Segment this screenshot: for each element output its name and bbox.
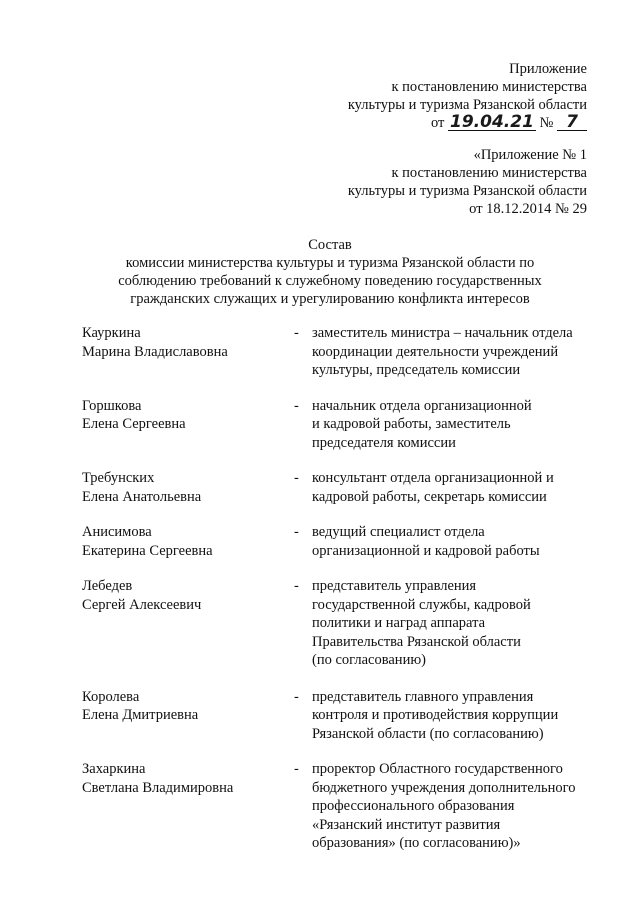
member-name [82,523,282,560]
member-role-line: заместитель министра – начальник отдела [312,325,573,341]
member-role-line: ведущий специалист отдела [312,524,485,540]
member-entry [82,688,602,744]
member-role [312,469,602,506]
original-appendix-title: «Приложение № 1 [473,147,587,163]
commission-member-list [82,324,602,853]
member-role-line: образования» (по согласованию)» [312,835,521,851]
member-dash: - [294,524,299,540]
member-role-line: Правительства Рязанской области [312,633,521,650]
member-entry [82,577,602,670]
member-role-line: председателя комиссии [312,434,456,451]
original-appendix-ministry-line: культуры и туризма Рязанской области [347,183,587,199]
member-surname: Горшкова [82,397,142,414]
handwritten-number: 7 [557,114,587,131]
member-role-line: кадровой работы, секретарь комиссии [312,488,547,505]
member-surname: Анисимова [82,524,152,540]
member-role [312,688,602,744]
appendix-resolution-line: к постановлению министерства [391,79,587,95]
member-role-line: (по согласованию) [312,652,426,668]
member-role-line: «Рязанский институт развития [312,816,501,833]
member-dash: - [294,578,299,594]
member-role-line: государственной службы, кадровой [312,596,531,613]
member-dash: - [294,761,299,777]
member-role-line: политики и наград аппарата [312,615,486,631]
member-role [312,397,602,453]
member-given-names: Екатерина Сергеевна [82,542,213,559]
appendix-number-prefix: № [539,115,554,131]
member-entry [82,469,602,506]
member-role-line: и кадровой работы, заместитель [312,416,511,432]
member-name [82,469,282,506]
member-dash: - [294,397,299,414]
member-role-line: организационной и кадровой работы [312,542,540,559]
member-dash: - [294,325,299,341]
member-given-names: Елена Сергеевна [82,416,186,432]
member-role-line: консультант отдела организационной и [312,470,554,486]
member-role-line: проректор Областного государственного [312,761,563,777]
member-role-line: координации деятельности учреждений [312,343,559,360]
document-title [80,236,580,308]
member-entry [82,324,602,380]
title-line-2: соблюдению требований к служебному поведению государственных [118,273,542,289]
member-role-line: бюджетного учреждения дополнительного [312,779,576,796]
member-given-names: Сергей Алексеевич [82,596,202,613]
member-entry [82,397,602,453]
member-name [82,760,282,797]
member-role-line: контроля и противодействия коррупции [312,707,559,723]
title-line-3: гражданских служащих и урегулированию конфликта интересов [130,291,530,307]
member-role-line: профессионального образования [312,798,515,814]
title-line-1: комиссии министерства культуры и туризма Рязанской области по [125,255,535,271]
member-entry [82,760,602,853]
member-name [82,688,282,725]
member-surname: Королева [82,688,140,705]
member-given-names: Елена Анатольевна [82,488,202,505]
member-role-line: представитель главного управления [312,688,534,705]
handwritten-date: 19.04.21 [450,112,534,132]
member-name [82,577,282,614]
original-appendix-resolution-line: к постановлению министерства [391,165,587,181]
member-surname: Лебедев [82,578,133,594]
member-entry [82,523,602,560]
original-appendix-date-line: от 18.12.2014 № 29 [469,201,587,217]
member-role [312,324,602,380]
appendix-ministry-line: культуры и туризма Рязанской области [347,97,587,113]
member-role-line: начальник отдела организационной [312,397,532,414]
title-heading: Состав [308,237,352,253]
member-role-line: культуры, председатель комиссии [312,362,521,378]
member-surname: Требунских [82,470,155,486]
member-surname: Кауркина [82,325,141,341]
member-role [312,577,602,670]
member-given-names: Светлана Владимировна [82,779,234,796]
appendix-header [348,60,587,132]
appendix-title: Приложение [509,61,587,77]
member-dash: - [294,470,299,486]
member-name [82,397,282,434]
member-surname: Захаркина [82,761,146,777]
member-given-names: Марина Владиславовна [82,343,228,360]
member-role [312,760,602,853]
member-role-line: Рязанской области (по согласованию) [312,725,544,742]
member-role-line: представитель управления [312,578,477,594]
member-dash: - [294,688,299,705]
appendix-from-prefix: от [430,115,445,131]
member-given-names: Елена Дмитриевна [82,707,199,723]
member-role [312,523,602,560]
original-appendix-header [348,146,587,218]
appendix-date-number-line [348,114,587,132]
member-name [82,324,282,361]
